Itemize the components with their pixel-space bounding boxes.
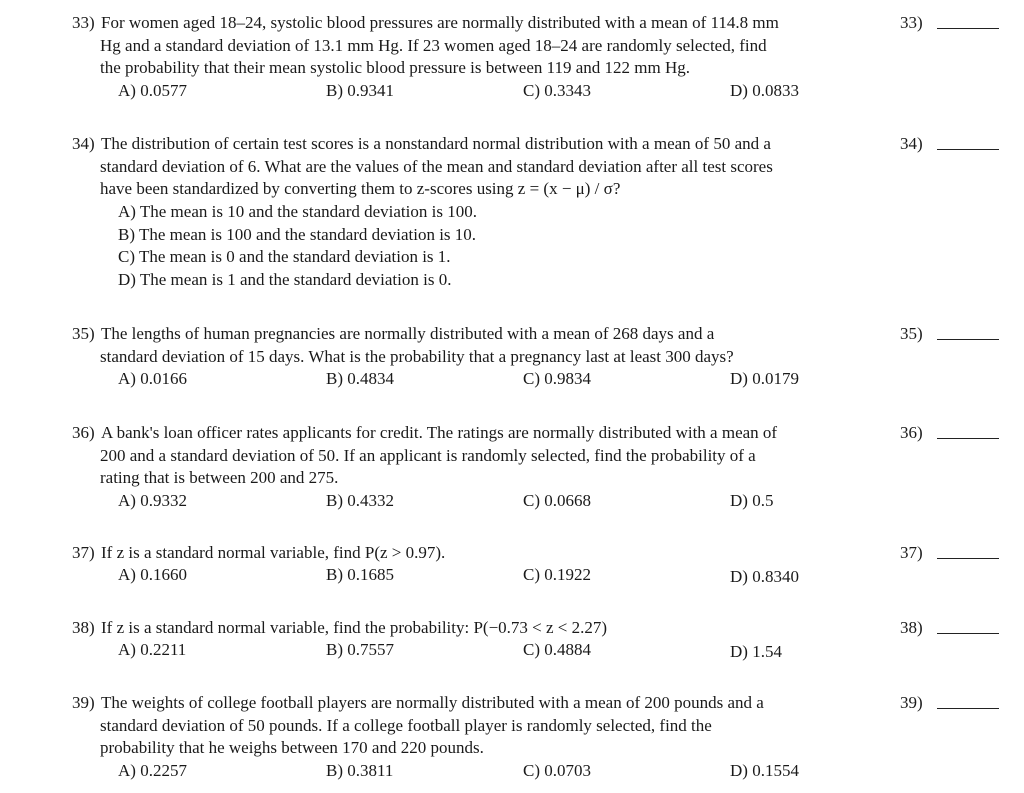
- answer-blank[interactable]: [937, 339, 999, 340]
- choice-d[interactable]: D) 0.5: [730, 491, 774, 510]
- stem-line: For women aged 18–24, systolic blood pressures are normally distributed with a mean of 114.8 mm: [101, 13, 779, 32]
- choice-b[interactable]: B) 0.9341: [326, 81, 394, 100]
- choice-b[interactable]: B) 0.4332: [326, 491, 394, 510]
- choice-c[interactable]: C) 0.0668: [523, 491, 591, 510]
- answer-slot: [900, 422, 1010, 446]
- answer-blank[interactable]: [937, 149, 999, 150]
- question-number: 34): [72, 134, 95, 153]
- stem-line: Hg and a standard deviation of 13.1 mm Hg. If 23 women aged 18–24 are randomly selected, find: [100, 35, 767, 55]
- question-number: 38): [72, 618, 95, 637]
- choice-d[interactable]: D) The mean is 1 and the standard deviation is 0.: [118, 269, 452, 289]
- answer-blank[interactable]: [937, 28, 999, 29]
- choice-d[interactable]: D) 0.1554: [730, 761, 799, 780]
- answer-blank[interactable]: [937, 558, 999, 559]
- choice-c[interactable]: C) 0.4884: [523, 640, 591, 659]
- answer-slot: [900, 617, 1010, 641]
- choices-row: [0, 564, 900, 588]
- stem-line: The distribution of certain test scores is a nonstandard normal distribution with a mean of 50 and a: [101, 134, 771, 153]
- question-number: 35): [72, 324, 95, 343]
- stem-line: If z is a standard normal variable, find the probability: P(−0.73 < z < 2.27): [101, 618, 608, 637]
- answer-blank[interactable]: [937, 633, 999, 634]
- answer-blank[interactable]: [937, 438, 999, 439]
- question-stem: [72, 542, 884, 565]
- answer-blank[interactable]: [937, 708, 999, 709]
- stem-line: standard deviation of 50 pounds. If a college football player is randomly selected, find the: [100, 715, 712, 735]
- choice-d[interactable]: D) 0.0833: [730, 81, 799, 100]
- question-stem: [72, 323, 884, 368]
- choice-c[interactable]: C) 0.3343: [523, 81, 591, 100]
- question-stem: [72, 12, 884, 80]
- choice-d[interactable]: D) 0.0179: [730, 369, 799, 388]
- choice-a[interactable]: A) 0.1660: [118, 565, 187, 584]
- stem-line: the probability that their mean systolic blood pressure is between 119 and 122 mm Hg.: [100, 58, 691, 77]
- question-stem: [72, 133, 884, 201]
- choice-d[interactable]: D) 0.8340: [730, 567, 799, 586]
- choices-row: [0, 639, 900, 663]
- choice-d[interactable]: D) 1.54: [730, 642, 782, 661]
- choice-b[interactable]: B) The mean is 100 and the standard deviation is 10.: [118, 224, 477, 244]
- stem-line: probability that he weighs between 170 and 220 pounds.: [100, 738, 484, 757]
- choices-row: [0, 368, 900, 392]
- choice-c[interactable]: C) 0.0703: [523, 761, 591, 780]
- choice-a[interactable]: A) The mean is 10 and the standard deviation is 100.: [118, 202, 477, 221]
- answer-slot: [900, 323, 1010, 347]
- choices-row: [0, 760, 900, 784]
- question-stem: [72, 617, 884, 640]
- choice-a[interactable]: A) 0.2211: [118, 640, 187, 659]
- choice-b[interactable]: B) 0.3811: [326, 761, 394, 780]
- question-number: 36): [72, 423, 95, 442]
- answer-slot: [900, 692, 1010, 716]
- question-stem: [72, 422, 884, 490]
- answer-label: 34): [900, 134, 923, 153]
- stem-line: If z is a standard normal variable, find P(z > 0.97).: [101, 543, 446, 562]
- choice-b[interactable]: B) 0.7557: [326, 640, 394, 659]
- question-stem: [72, 692, 884, 760]
- answer-label: 38): [900, 618, 923, 637]
- question-number: 39): [72, 693, 95, 712]
- choice-c[interactable]: C) 0.9834: [523, 369, 591, 388]
- answer-label: 36): [900, 423, 923, 442]
- answer-label: 35): [900, 324, 923, 343]
- choice-a[interactable]: A) 0.9332: [118, 491, 187, 510]
- stem-line: standard deviation of 6. What are the values of the mean and standard deviation after all test scores: [100, 156, 773, 176]
- answer-label: 37): [900, 543, 923, 562]
- choices-list: [118, 201, 477, 291]
- question-number: 37): [72, 543, 95, 562]
- question-number: 33): [72, 13, 95, 32]
- stem-line: A bank's loan officer rates applicants for credit. The ratings are normally distributed with a mean of: [101, 423, 778, 442]
- stem-line: The lengths of human pregnancies are normally distributed with a mean of 268 days and a: [101, 324, 715, 343]
- stem-line: 200 and a standard deviation of 50. If an applicant is randomly selected, find the probability of a: [100, 445, 756, 465]
- choice-a[interactable]: A) 0.0577: [118, 81, 187, 100]
- choices-row: [0, 490, 900, 514]
- choice-c[interactable]: C) The mean is 0 and the standard deviation is 1.: [118, 247, 451, 266]
- answer-slot: [900, 12, 1010, 36]
- stem-line: standard deviation of 15 days. What is the probability that a pregnancy last at least 300 days?: [100, 346, 734, 366]
- answer-slot: [900, 133, 1010, 157]
- stem-line: have been standardized by converting them to z-scores using z = (x − μ) / σ?: [100, 179, 621, 198]
- answer-slot: [900, 542, 1010, 566]
- choice-b[interactable]: B) 0.4834: [326, 369, 394, 388]
- choice-a[interactable]: A) 0.2257: [118, 761, 187, 780]
- stem-line: rating that is between 200 and 275.: [100, 468, 339, 487]
- choice-a[interactable]: A) 0.0166: [118, 369, 187, 388]
- choice-c[interactable]: C) 0.1922: [523, 565, 591, 584]
- stem-line: The weights of college football players are normally distributed with a mean of 200 pounds and a: [101, 693, 764, 712]
- choices-row: [0, 80, 900, 104]
- choice-b[interactable]: B) 0.1685: [326, 565, 394, 584]
- answer-label: 39): [900, 693, 923, 712]
- answer-label: 33): [900, 13, 923, 32]
